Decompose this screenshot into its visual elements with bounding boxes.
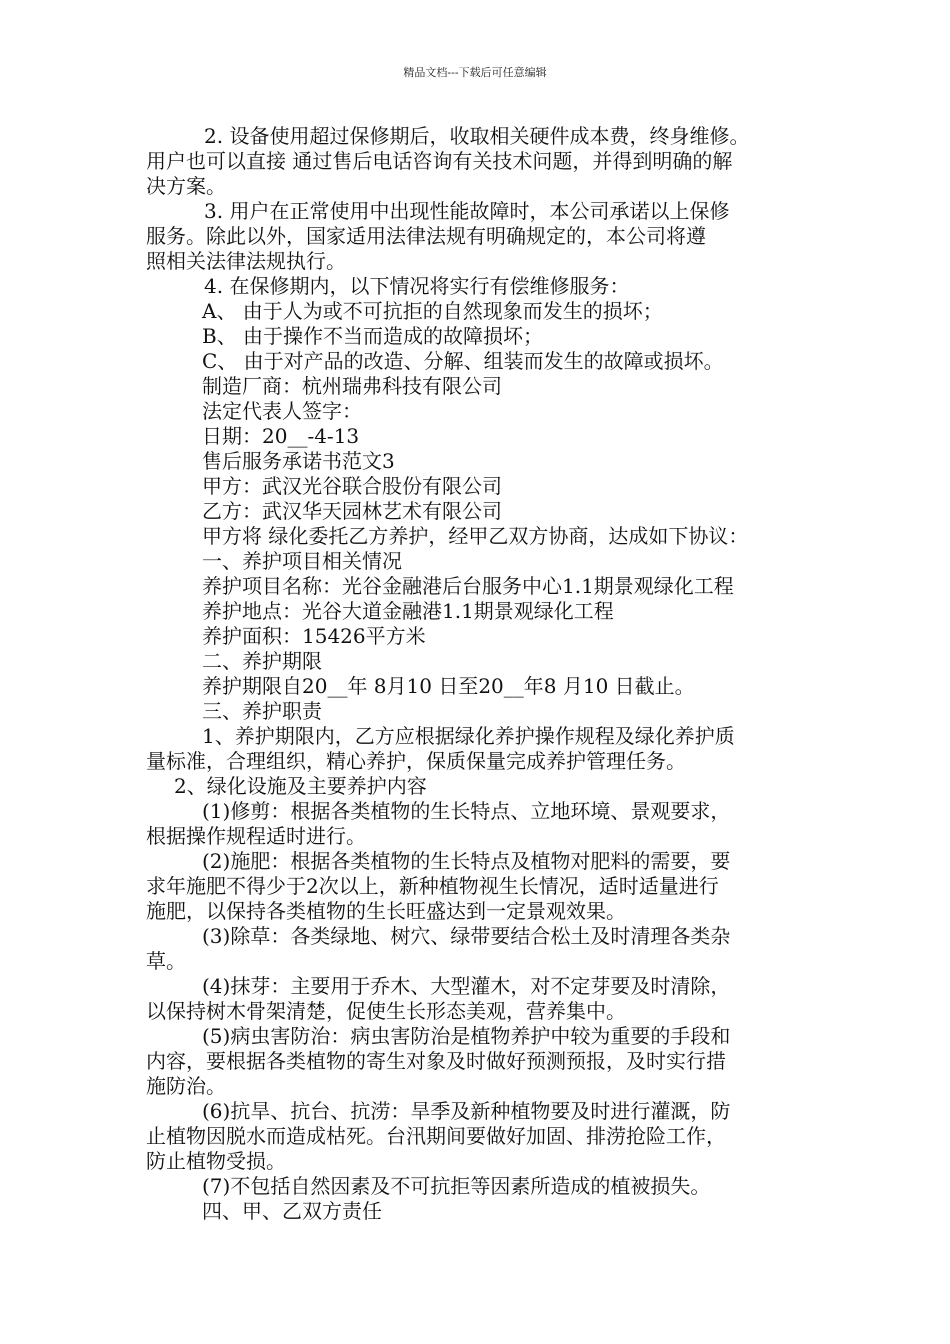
text-line: 法定代表人签字： xyxy=(202,399,362,423)
text-line: 养护期限自20__年 8月10 日至20__年8 月10 日截止。 xyxy=(202,674,695,698)
text-line: 服务。除此以外，国家适用法律法规有明确规定的，本公司将遵 xyxy=(146,224,706,248)
text-line: 甲方：武汉光谷联合股份有限公司 xyxy=(202,474,502,498)
text-line: 二、养护期限 xyxy=(202,649,322,673)
text-line: (2)施肥：根据各类植物的生长特点及植物对肥料的需要，要 xyxy=(202,849,731,873)
page-header: 精品文档---下载后可任意编辑 xyxy=(403,66,547,79)
text-line: (7)不包括自然因素及不可抗拒等因素所造成的植被损失。 xyxy=(202,1174,711,1198)
text-line: C、 由于对产品的改造、分解、组装而发生的故障或损坏。 xyxy=(202,349,724,373)
text-line: 防止植物受损。 xyxy=(146,1149,286,1173)
text-line: 乙方：武汉华天园林艺术有限公司 xyxy=(202,499,502,523)
text-line: 2. 设备使用超过保修期后，收取相关硬件成本费，终身维修。 xyxy=(204,124,750,148)
text-line: 施肥，以保持各类植物的生长旺盛达到一定景观效果。 xyxy=(146,899,626,923)
text-line: 2、绿化设施及主要养护内容 xyxy=(174,774,427,798)
text-line: 4. 在保修期内，以下情况将实行有偿维修服务： xyxy=(204,274,630,298)
text-line: 止植物因脱水而造成枯死。台汛期间要做好加固、排涝抢险工作， xyxy=(146,1124,726,1148)
document-body xyxy=(146,124,811,1224)
text-line: 三、养护职责 xyxy=(202,699,322,723)
text-line: B、 由于操作不当而造成的故障损坏； xyxy=(202,324,544,348)
text-line: 内容，要根据各类植物的寄生对象及时做好预测预报，及时实行措 xyxy=(146,1049,726,1073)
text-line: 养护面积：15426平方米 xyxy=(202,624,426,648)
text-line: 日期：20__-4-13 xyxy=(202,424,360,448)
text-line: 根据操作规程适时进行。 xyxy=(146,824,366,848)
text-line: 以保持树木骨架清楚，促使生长形态美观，营养集中。 xyxy=(146,999,626,1023)
text-line: 甲方将 绿化委托乙方养护，经甲乙双方协商，达成如下协议： xyxy=(202,524,749,548)
text-line: 用户也可以直接 通过售后电话咨询有关技术问题，并得到明确的解 xyxy=(146,149,733,173)
text-line: 售后服务承诺书范文3 xyxy=(202,449,395,473)
text-line: 制造厂商：杭州瑞弗科技有限公司 xyxy=(202,374,502,398)
text-line: (1)修剪：根据各类植物的生长特点、立地环境、景观要求， xyxy=(202,799,731,823)
text-line: 决方案。 xyxy=(146,174,226,198)
text-line: 养护地点：光谷大道金融港1.1期景观绿化工程 xyxy=(202,599,614,623)
text-line: 施防治。 xyxy=(146,1074,226,1098)
text-line: 求年施肥不得少于2次以上，新种植物视生长情况，适时适量进行 xyxy=(146,874,719,898)
text-line: (5)病虫害防治：病虫害防治是植物养护中较为重要的手段和 xyxy=(202,1024,731,1048)
text-line: (3)除草：各类绿地、树穴、绿带要结合松土及时清理各类杂 xyxy=(202,924,731,948)
text-line: (4)抹芽：主要用于乔木、大型灌木，对不定芽要及时清除， xyxy=(202,974,731,998)
text-line: 量标准，合理组织，精心养护，保质保量完成养护管理任务。 xyxy=(146,749,686,773)
text-line: 1、养护期限内，乙方应根据绿化养护操作规程及绿化养护质 xyxy=(202,724,735,748)
text-line: 养护项目名称：光谷金融港后台服务中心1.1期景观绿化工程 xyxy=(202,574,734,598)
text-line: A、 由于人为或不可抗拒的自然现象而发生的损坏； xyxy=(202,299,663,323)
text-line: 一、养护项目相关情况 xyxy=(202,549,402,573)
text-line: (6)抗旱、抗台、抗涝：旱季及新种植物要及时进行灌溉，防 xyxy=(202,1099,731,1123)
text-line: 草。 xyxy=(146,949,186,973)
text-line: 四、甲、乙双方责任 xyxy=(202,1199,382,1223)
text-line: 照相关法律法规执行。 xyxy=(146,249,346,273)
text-line: 3. 用户在正常使用中出现性能故障时，本公司承诺以上保修 xyxy=(204,199,730,223)
